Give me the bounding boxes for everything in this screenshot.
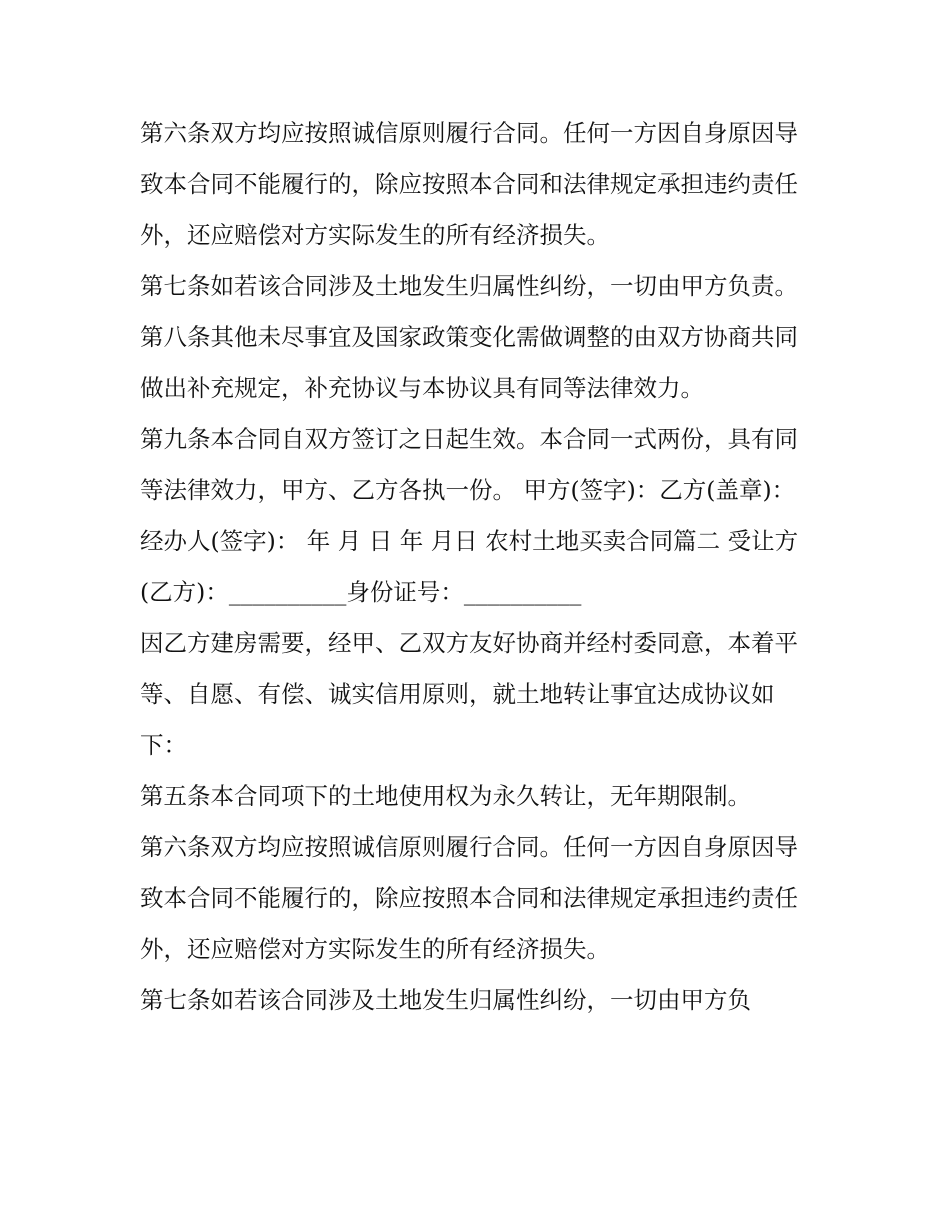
- paragraph-article-6-repeat: 第六条双方均应按照诚信原则履行合同。任何一方因自身原因导致本合同不能履行的，除应按照本合同和法律规定承担违约责任外，还应赔偿对方实际发生的所有经济损失。: [140, 833, 798, 963]
- paragraph-article-8: 第八条其他未尽事宜及国家政策变化需做调整的由双方协商共同做出补充规定，补充协议与本协议具有同等法律效力。: [140, 323, 798, 402]
- paragraph-preamble: 因乙方建房需要，经甲、乙双方友好协商并经村委同意，本着平等、自愿、有偿、诚实信用原则，就土地转让事宜达成协议如下：: [140, 629, 798, 759]
- document-body: [140, 108, 820, 1026]
- paragraph-article-9-signatures: 第九条本合同自双方签订之日起生效。本合同一式两份，具有同等法律效力，甲方、乙方各执一份。 甲方(签字)：乙方(盖章)： 经办人(签字)： 年 月 日 年 月日 农村土地买卖合同篇二 受让方(乙方)：__________身份证号：__________: [140, 425, 799, 606]
- paragraph-article-7: 第七条如若该合同涉及土地发生归属性纠纷，一切由甲方负责。: [140, 272, 798, 300]
- paragraph-article-7-partial: 第七条如若该合同涉及土地发生归属性纠纷，一切由甲方负: [140, 986, 751, 1014]
- paragraph-article-5: 第五条本合同项下的土地使用权为永久转让，无年期限制。: [140, 782, 751, 810]
- paragraph-article-6: 第六条双方均应按照诚信原则履行合同。任何一方因自身原因导致本合同不能履行的，除应按照本合同和法律规定承担违约责任外，还应赔偿对方实际发生的所有经济损失。: [140, 119, 798, 249]
